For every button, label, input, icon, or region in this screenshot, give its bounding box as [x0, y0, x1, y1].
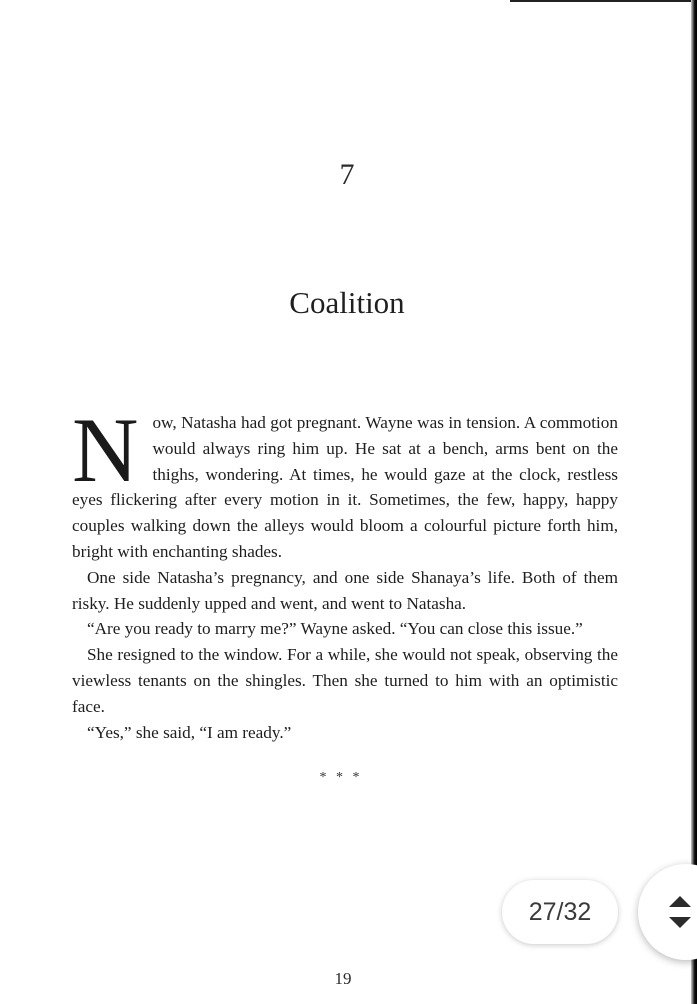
- paragraph-5: “Yes,” she said, “I am ready.”: [87, 722, 292, 742]
- page-edge-top: [510, 0, 697, 2]
- up-down-arrows-icon: [666, 894, 694, 930]
- paragraph-1-text: ow, Natasha had got pregnant. Wayne was in tension. A commotion would always ring him up. He sat at a bench, arms bent on the thighs, wondering. At times, he would gaze at the clock, restless eyes flickering after every motion in it. Sometimes, the few, happy, happy couples walking down the alleys would bloom a colourful picture forth him, bright with enchanting shades.: [72, 413, 618, 561]
- drop-cap: N: [72, 399, 139, 501]
- paragraph-3: “Are you ready to marry me?” Wayne asked. “You can close this issue.”: [87, 619, 583, 639]
- paragraph-4: She resigned to the window. For a while, she would not speak, observing the viewless tenants on the shingles. Then she turned to him with an optimistic face.: [72, 645, 618, 716]
- chapter-body: [72, 399, 618, 745]
- page-counter-badge: 27/32: [502, 880, 618, 944]
- page-edge-right: [691, 0, 697, 1004]
- scene-break: * * *: [319, 770, 363, 785]
- chapter-title: Coalition: [289, 285, 405, 320]
- paragraph-2: One side Natasha’s pregnancy, and one side Shanaya’s life. Both of them risky. He suddenly upped and went, and went to Natasha.: [72, 567, 618, 613]
- page-scroll-button[interactable]: [638, 864, 697, 960]
- chapter-number: 7: [339, 158, 355, 191]
- page-number: 19: [334, 969, 352, 988]
- paragraph-1: [72, 399, 618, 565]
